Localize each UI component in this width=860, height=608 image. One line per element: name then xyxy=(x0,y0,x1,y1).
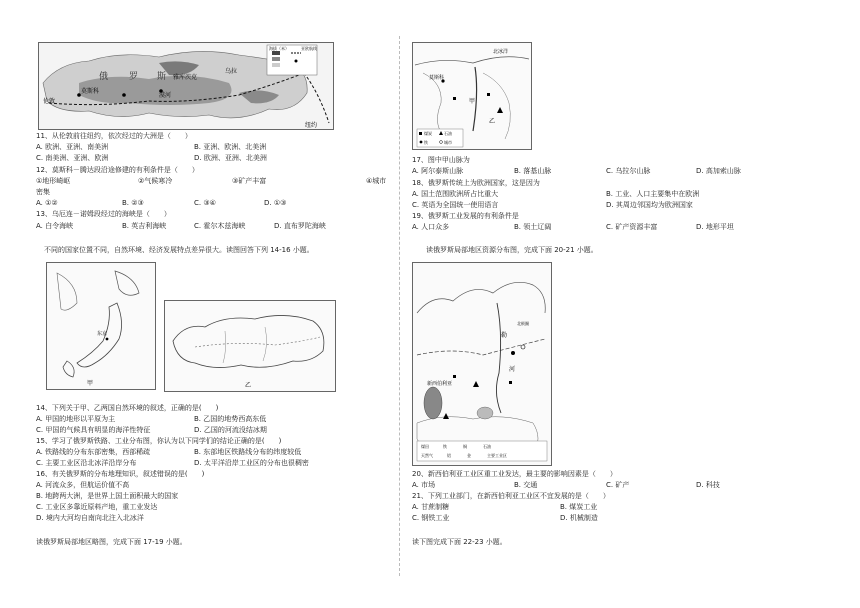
q12-option-b[interactable]: B. ②③ xyxy=(122,199,144,207)
russia-resource-map-svg xyxy=(413,263,551,465)
q16-option-a[interactable]: A. 河流众多，但航运价值不高 xyxy=(36,481,130,489)
q15-option-d[interactable]: D. 太平洋沿岸工业区的分布也很稠密 xyxy=(194,459,309,467)
q12-option-a[interactable]: A. ①② xyxy=(36,199,58,207)
q17-stem: 17、图中甲山脉为 xyxy=(412,156,470,164)
q17-option-d[interactable]: D. 高加索山脉 xyxy=(696,167,741,175)
q16-stem: 16、有关俄罗斯的分布地理知识，叙述错误的是( ) xyxy=(36,470,205,478)
russia-railway-map xyxy=(38,42,334,130)
q20-option-a[interactable]: A. 市场 xyxy=(412,481,436,489)
q18-option-d[interactable]: D. 其周边邻国均为欧洲国家 xyxy=(606,201,693,209)
map-label-tokyo: 东京 xyxy=(97,331,108,337)
column-divider xyxy=(399,36,400,576)
q17-option-b[interactable]: B. 落基山脉 xyxy=(514,167,552,175)
intro-22-23: 读下图完成下面 22-23 小题。 xyxy=(412,538,507,546)
q14-option-c[interactable]: C. 甲国的气候具有明显的海洋性特征 xyxy=(36,426,151,434)
map-label-moscow: 莫斯科 xyxy=(81,88,100,95)
q12-item-1: ①地形崎岖 xyxy=(36,177,71,185)
map-label-he: 河 xyxy=(509,366,516,373)
map-label-yi-r1: 乙 xyxy=(489,118,496,125)
intro-14-16: 不同的国家位置不同，自然环境、经济发展特点差异很大。读图回答下列 14-16 小题。 xyxy=(44,246,314,254)
map-label-jia-r1: 甲 xyxy=(469,98,476,105)
map-label-yi: 乙 xyxy=(245,382,252,389)
q12-option-d[interactable]: D. ①③ xyxy=(264,199,287,207)
map-label-arctic-circle: 北极圈 xyxy=(517,321,529,326)
q12-stem: 12、莫斯科－腾达段沿途修建的有利条件是（ ） xyxy=(36,166,199,174)
q11-option-c[interactable]: C. 南美洲、亚洲、欧洲 xyxy=(36,154,109,162)
q18-option-a[interactable]: A. 国土范围欧洲所占比重大 xyxy=(412,190,499,198)
intro-20-21: 读俄罗斯局部地区资源分布图，完成下面 20-21 小题。 xyxy=(426,246,598,254)
q18-option-c[interactable]: C. 英语为全国统一使用语言 xyxy=(412,201,499,209)
q11-option-a[interactable]: A. 欧洲、亚洲、南美洲 xyxy=(36,143,109,151)
legend-r2-4: 天然气 xyxy=(421,453,433,458)
map-label-moscow-r1: 莫斯科 xyxy=(429,75,445,81)
legend-r2-1: 铁 xyxy=(443,444,447,449)
q16-option-c[interactable]: C. 工业区多靠近原料产地，重工业发达 xyxy=(36,503,158,511)
japan-map xyxy=(46,262,156,390)
map-label-arctic: 北冰洋 xyxy=(493,49,509,55)
q19-option-d[interactable]: D. 地形平坦 xyxy=(696,223,734,231)
map-label-luo: 罗 xyxy=(129,72,139,82)
q12-option-c[interactable]: C. ③④ xyxy=(194,199,216,207)
q17-option-a[interactable]: A. 阿尔泰斯山脉 xyxy=(412,167,464,175)
legend-oil: 石油 xyxy=(444,131,452,136)
q20-option-d[interactable]: D. 科技 xyxy=(696,481,720,489)
map-legend-note: 亚欧航线 xyxy=(301,46,317,51)
q20-option-b[interactable]: B. 交通 xyxy=(514,481,538,489)
map-label-e: 俄 xyxy=(99,72,109,82)
legend-city: 城市 xyxy=(444,140,452,145)
russia-outline-map xyxy=(164,300,336,392)
q14-option-d[interactable]: D. 乙国的河流没结冰期 xyxy=(194,426,267,434)
intro-17-19: 读俄罗斯局部地区略图，完成下面 17-19 小题。 xyxy=(36,538,187,546)
q13-option-c[interactable]: C. 霍尔木兹海峡 xyxy=(194,222,246,230)
map-label-si: 斯 xyxy=(157,72,167,82)
q21-option-c[interactable]: C. 钢铁工业 xyxy=(412,514,450,522)
q14-stem: 14、下列关于甲、乙两国自然环境的叙述，正确的是( ) xyxy=(36,404,219,412)
map-label-xinxi: 新西伯利亚 xyxy=(427,381,453,387)
q15-stem: 15、学习了俄罗斯铁路、工业分布图，你认为以下同学们的结论正确的是( ) xyxy=(36,437,282,445)
map-label-jia: 甲 xyxy=(87,380,94,387)
legend-r2-6: 金 xyxy=(467,453,471,458)
q19-stem: 19、俄罗斯工业发展的有利条件是 xyxy=(412,212,519,220)
q19-option-b[interactable]: B. 领土辽阔 xyxy=(514,223,552,231)
legend-iron: 铁 xyxy=(424,140,428,145)
q17-option-c[interactable]: C. 乌拉尔山脉 xyxy=(606,167,651,175)
q13-option-b[interactable]: B. 英吉利海峡 xyxy=(122,222,167,230)
russia-outline-map-svg xyxy=(165,301,335,391)
map-legend-title: 海拔（米） xyxy=(269,46,289,51)
q12-item-3: ③矿产丰富 xyxy=(232,177,267,185)
map-label-le: 勒 xyxy=(501,332,508,339)
japan-map-svg xyxy=(47,263,155,389)
q13-option-a[interactable]: A. 白令海峡 xyxy=(36,222,74,230)
q16-option-d[interactable]: D. 境内大河均自南向北注入北冰洋 xyxy=(36,514,144,522)
legend-r2-0: 煤田 xyxy=(421,444,429,449)
q15-option-c[interactable]: C. 主要工业区沿北冰洋沿岸分布 xyxy=(36,459,137,467)
map-label-yakutsk: 雅库茨克 xyxy=(173,74,198,81)
q12-item-2: ②气候寒冷 xyxy=(138,177,173,185)
q11-option-d[interactable]: D. 欧洲、亚洲、北美洲 xyxy=(194,154,267,162)
legend-r2-5: 铝 xyxy=(447,453,451,458)
q11-stem: 11、从伦敦前往纽约，依次经过的大洲是（ ） xyxy=(36,132,192,140)
q21-stem: 21、下列工业部门，在新西伯利亚工业区不宜发展的是（ ） xyxy=(412,492,610,500)
q21-option-b[interactable]: B. 煤炭工业 xyxy=(560,503,598,511)
legend-r2-7: 主要工业区 xyxy=(487,453,507,458)
q19-option-c[interactable]: C. 矿产资源丰富 xyxy=(606,223,658,231)
q15-option-a[interactable]: A. 铁路线的分布东部密集，西部稀疏 xyxy=(36,448,151,456)
legend-r2-2: 铜 xyxy=(463,444,467,449)
legend-coal: 煤炭 xyxy=(424,131,432,136)
russia-resource-map xyxy=(412,262,552,466)
legend-r2-3: 石油 xyxy=(483,444,491,449)
q12-item-4: ④城市 xyxy=(366,177,387,185)
q18-option-b[interactable]: B. 工业、人口主要集中在欧洲 xyxy=(606,190,700,198)
q13-stem: 13、乌厄连－诺姆段经过的海峡是（ ） xyxy=(36,210,171,218)
q19-option-a[interactable]: A. 人口众多 xyxy=(412,223,450,231)
q11-option-b[interactable]: B. 亚洲、欧洲、北美洲 xyxy=(194,143,267,151)
q21-option-a[interactable]: A. 甘蔗制糖 xyxy=(412,503,450,511)
q13-option-d[interactable]: D. 直布罗陀海峡 xyxy=(274,222,326,230)
map-label-wula: 乌拉 xyxy=(225,68,238,75)
q15-option-b[interactable]: B. 东部地区铁路线分布的纬度较低 xyxy=(194,448,302,456)
russia-railway-map-svg xyxy=(39,43,333,129)
q21-option-d[interactable]: D. 机械制造 xyxy=(560,514,598,522)
map-label-london: 伦敦 xyxy=(43,98,56,105)
map-label-newyork: 纽约 xyxy=(305,122,318,129)
q12-item-4-cont: 密集 xyxy=(36,188,50,196)
russia-local-map-svg xyxy=(413,43,531,149)
russia-local-map xyxy=(412,42,532,150)
q14-option-a[interactable]: A. 甲国的地形以平原为主 xyxy=(36,415,116,423)
q20-stem: 20、新西伯利亚工业区重工业发达，最主要的影响因素是（ ） xyxy=(412,470,617,478)
q20-option-c[interactable]: C. 矿产 xyxy=(606,481,630,489)
map-label-mohe: 漠河 xyxy=(159,92,172,99)
q18-stem: 18、俄罗斯传统上为欧洲国家，这是因为 xyxy=(412,179,540,187)
q16-option-b[interactable]: B. 地跨两大洲，是世界上国土面积最大的国家 xyxy=(36,492,179,500)
q14-option-b[interactable]: B. 乙国的地势西高东低 xyxy=(194,415,267,423)
